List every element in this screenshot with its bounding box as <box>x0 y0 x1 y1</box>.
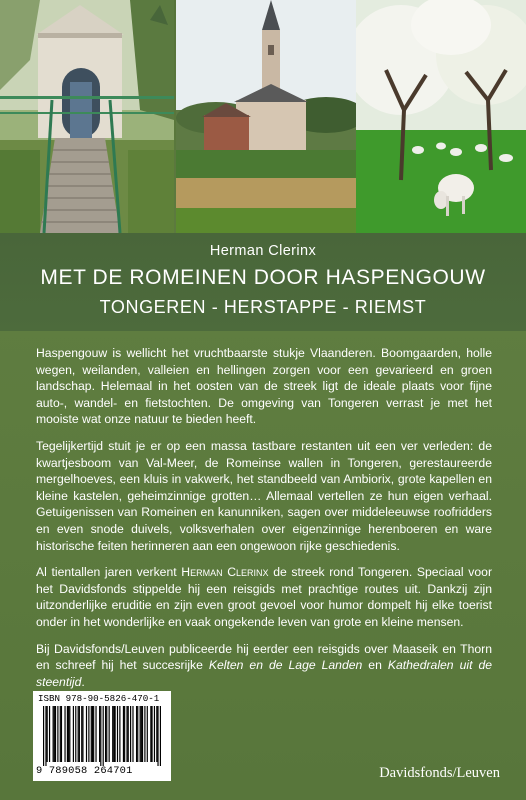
title-band <box>0 233 526 331</box>
barcode-bar <box>151 706 152 762</box>
barcode-bar <box>157 706 158 766</box>
barcode-bar <box>115 706 116 762</box>
barcode-bar <box>45 706 46 766</box>
barcode-bar <box>150 706 151 762</box>
barcode-bar <box>91 706 92 762</box>
barcode-bar <box>137 706 138 762</box>
barcode-bar <box>86 706 87 762</box>
barcode-bar <box>60 706 61 762</box>
barcode-bar <box>103 706 104 766</box>
barcode-bar <box>126 706 127 762</box>
barcode-bar <box>69 706 70 762</box>
isbn-barcode <box>33 691 171 781</box>
p3-text-start: Al tientallen jaren verkent <box>36 565 182 580</box>
barcode-bar <box>100 706 101 766</box>
barcode-bar <box>47 706 48 762</box>
barcode-bar <box>112 706 113 762</box>
barcode-bar <box>147 706 148 762</box>
publisher-name: Davidsfonds/Leuven <box>379 765 500 781</box>
barcode-bar <box>53 706 54 762</box>
p4-text-mid: en <box>362 658 388 673</box>
blurb-paragraph-3 <box>36 564 492 630</box>
barcode-bar <box>82 706 83 762</box>
blurb-text <box>36 345 492 700</box>
author-name-smallcaps: Herman Clerinx <box>181 565 269 580</box>
author-name: Herman Clerinx <box>209 243 317 259</box>
barcode-bar <box>156 706 157 762</box>
barcode-bar <box>57 706 58 762</box>
barcode-bar <box>124 706 125 762</box>
barcode-bar <box>79 706 80 762</box>
barcode-bar <box>154 706 155 762</box>
book-title-kelten: Kelten en de Lage Landen <box>208 658 363 673</box>
barcode-bar <box>140 706 141 762</box>
p4-text-start: Bij Davidsfonds/Leuven publiceerde hij eerder een reisgids over Maaseik en Thorn en schreef hij het succesrijke <box>36 641 492 673</box>
barcode-bar <box>49 706 50 762</box>
photo-strip <box>0 0 526 233</box>
barcode-bar <box>55 706 56 762</box>
ean-digits: 9 789058 264701 <box>36 765 133 777</box>
barcode-bar <box>43 706 44 766</box>
barcode-bar <box>106 706 107 762</box>
barcode-bar <box>128 706 129 762</box>
barcode-bar <box>78 706 79 762</box>
barcode-bar <box>144 706 145 762</box>
barcode-bar <box>61 706 62 762</box>
barcode-bar <box>81 706 82 762</box>
barcode-bar <box>54 706 55 762</box>
barcode-bar <box>67 706 68 762</box>
barcode-bar <box>105 706 106 762</box>
p3-text-end: de streek rond Tongeren. Speciaal voor het Davidsfonds stippelde hij een reisgids met prachtige routes uit. Dankzij zijn uitzonderlijke eruditie en zijn even groot gevoel voor humor dompelt hij elke toerist onder in het wonderlijke en vaak ongekende leven van grote en kleine mensen. <box>36 565 492 629</box>
barcode-bar <box>73 706 74 762</box>
photo-orchard <box>356 0 526 233</box>
barcode-bar <box>95 706 96 762</box>
barcode-bar <box>119 706 120 762</box>
barcode-bar <box>136 706 137 762</box>
photo-chapel <box>0 0 174 233</box>
isbn-label: ISBN 978-90-5826-470-1 <box>38 693 160 704</box>
barcode-bar <box>93 706 94 762</box>
barcode-bar <box>117 706 118 762</box>
barcode-bar <box>88 706 89 762</box>
barcode-bar <box>99 706 100 762</box>
barcode-bar <box>75 706 76 762</box>
blurb-paragraph-2: Tegelijkertijd stuit je er op een massa tastbare restanten uit een ver verleden: de kwartjesboom van Val-Meer, de Romeinse wallen in Tongeren, gerestaureerde mergelhoeves, een kluis in vakwerk, het standbeeld van Ambiorix, grote kapellen en kleine kastelen, geheimzinnige grotten… Allemaal vertellen ze hun eigen verhaal. Getuigenissen van Romeinen en kanunniken, sagen over middeleeuwse roofridders en even snode duivels, volksverhalen over eigenzinnige herenboeren en ware historische feiten herinneren aan een ongewoon rijke geschiedenis. <box>36 438 492 553</box>
barcode-bar <box>68 706 69 762</box>
barcode-bars <box>43 706 161 766</box>
barcode-bar <box>64 706 65 762</box>
blurb-paragraph-1: Haspengouw is wellicht het vruchtbaarste stukje Vlaanderen. Boomgaarden, holle wegen, weilanden, valleien en hellingen zorgen voor een gevarieerd en groen landschap. Helemaal in het oosten van de streek ligt de ideale plaats voor fijne auto-, wandel- en fietstochten. De omgeving van Tongeren verrast je met het mooiste wat onze natuur te bieden heeft. <box>36 346 492 427</box>
barcode-bar <box>130 706 131 762</box>
barcode-bar <box>123 706 124 762</box>
book-title-kathedralen: Kathedralen uit de steentijd <box>36 658 492 689</box>
barcode-bar <box>132 706 133 762</box>
barcode-bar <box>142 706 143 762</box>
barcode-bar <box>160 706 161 766</box>
barcode-bar <box>113 706 114 762</box>
photo-church <box>176 0 356 233</box>
book-title: MET DE ROMEINEN DOOR HASPENGOUW <box>40 266 486 289</box>
barcode-bar <box>141 706 142 762</box>
barcode-bar <box>109 706 110 762</box>
blurb-paragraph-4 <box>36 641 492 691</box>
barcode-bar <box>92 706 93 762</box>
book-subtitle: TONGEREN - HERSTAPPE - RIEMST <box>99 297 427 317</box>
p4-text-end: . <box>81 674 85 689</box>
